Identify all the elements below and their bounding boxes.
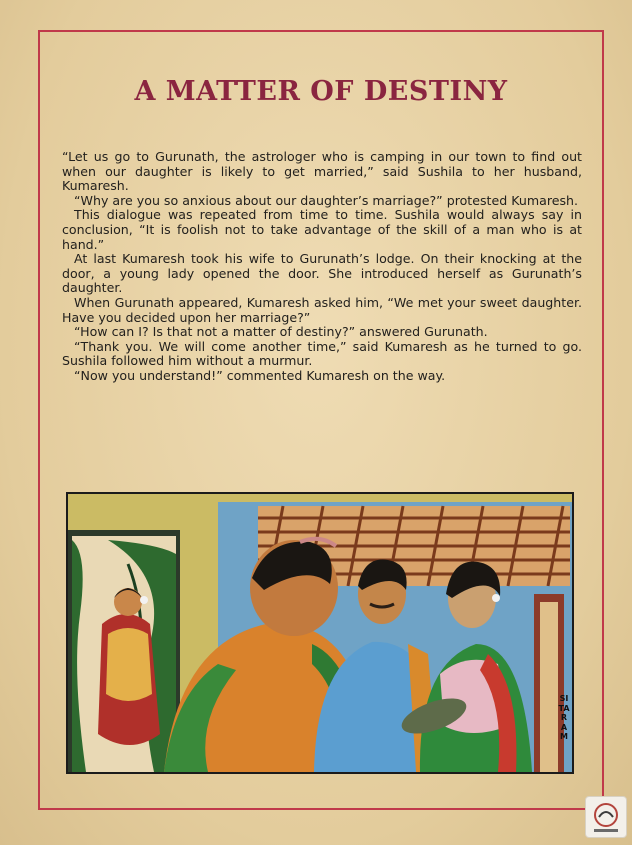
- story-title: A MATTER OF DESTINY: [134, 76, 508, 107]
- story-paragraph: This dialogue was repeated from time to time. Sushila would always say in conclusion, “It is foolish not to take advantage of the skill of a man who is at hand.”: [62, 207, 582, 252]
- story-body: [62, 150, 582, 384]
- story-illustration: [66, 492, 574, 774]
- story-paragraph: “Let us go to Gurunath, the astrologer who is camping in our town to find out when our daughter is likely to get married,” said Sushila to her husband, Kumaresh.: [62, 149, 582, 194]
- story-paragraph: “Now you understand!” commented Kumaresh on the way.: [74, 367, 446, 383]
- illustration-scene-icon: [68, 494, 572, 772]
- story-paragraph: “How can I? Is that not a matter of destiny?” answered Gurunath.: [74, 324, 488, 340]
- story-paragraph: “Thank you. We will come another time,” said Kumaresh as he turned to go. Sushila followed him without a murmur.: [62, 338, 582, 369]
- story-paragraph: When Gurunath appeared, Kumaresh asked him, “We met your sweet daughter. Have you decided upon her marriage?”: [62, 294, 582, 325]
- door-panel-shape: [540, 602, 558, 772]
- story-paragraph: “Why are you so anxious about our daughter’s marriage?” protested Kumaresh.: [74, 192, 579, 208]
- publisher-logo-icon: [585, 796, 627, 838]
- artist-signature: SITARAM: [558, 694, 570, 741]
- story-paragraph: At last Kumaresh took his wife to Gurunath’s lodge. On their knocking at the door, a young lady opened the door. She introduced herself as Gurunath’s daughter.: [62, 251, 582, 296]
